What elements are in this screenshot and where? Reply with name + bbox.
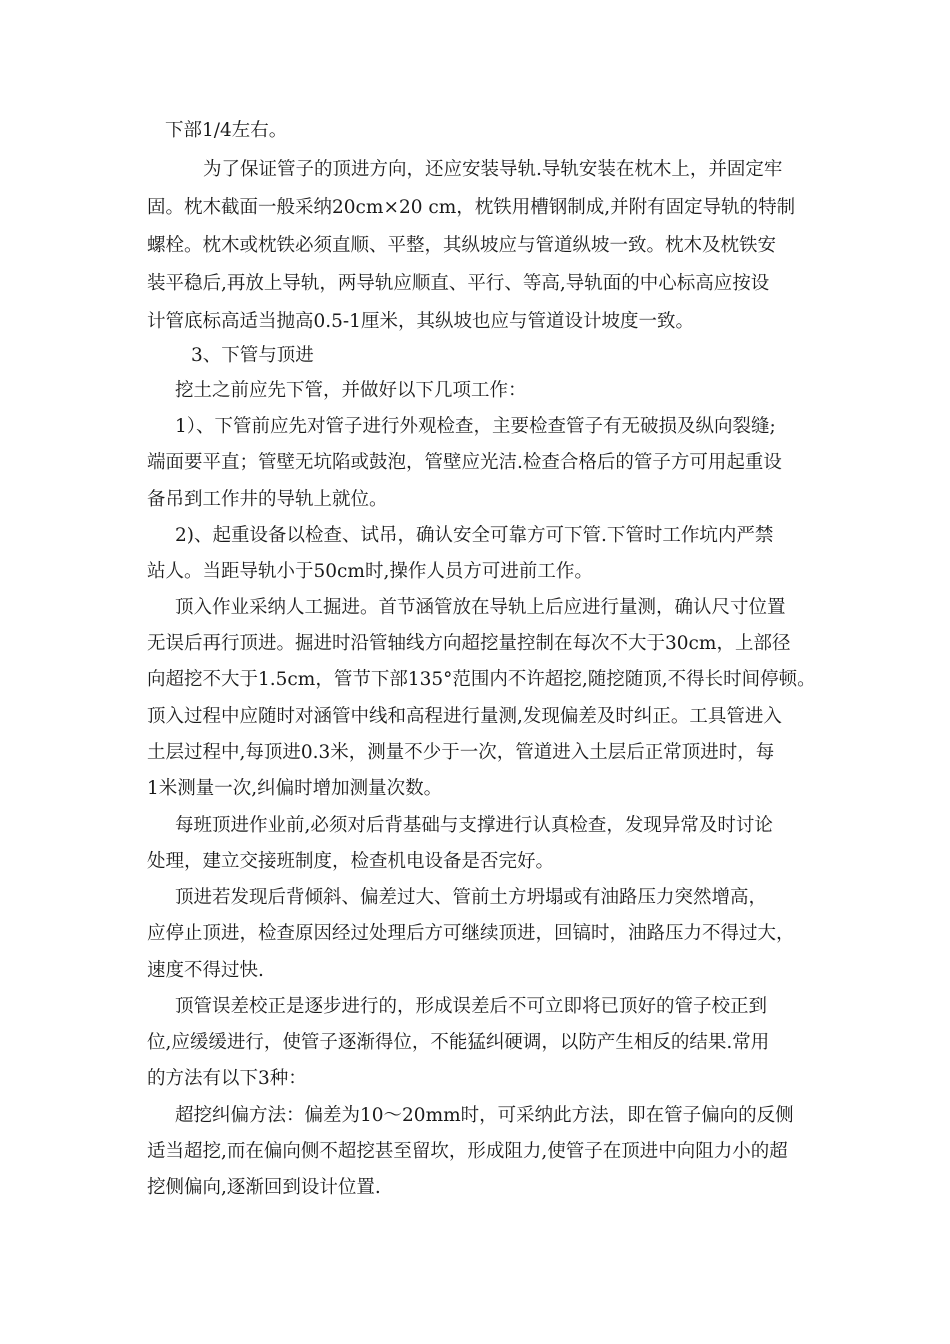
text-line: 挖土之前应先下管，并做好以下几项工作： bbox=[175, 380, 527, 401]
text-line: 顶进若发现后背倾斜、偏差过大、管前土方坍塌或有油路压力突然增高， bbox=[175, 887, 768, 908]
text-line: 计管底标高适当抛高0.5-1厘米，其纵坡也应与管道设计坡度一致。 bbox=[147, 311, 694, 332]
text-line: 挖侧偏向,逐渐回到设计位置. bbox=[147, 1177, 381, 1198]
text-line: 适当超挖,而在偏向侧不超挖甚至留坎，形成阻力,使管子在顶进中向阻力小的超 bbox=[147, 1141, 788, 1162]
text-line: 1米测量一次,纠偏时增加测量次数。 bbox=[147, 778, 443, 799]
text-line: 装平稳后,再放上导轨，两导轨应顺直、平行、等高,导轨面的中心标高应按设 bbox=[147, 273, 770, 294]
text-line: 应停止顶进，检查原因经过处理后方可继续顶进，回镐时，油路压力不得过大， bbox=[147, 923, 795, 944]
text-line: 螺栓。枕木或枕铁必须直顺、平整，其纵坡应与管道纵坡一致。枕木及枕铁安 bbox=[147, 235, 777, 256]
text-line: 顶入作业采纳人工掘进。首节涵管放在导轨上后应进行量测，确认尺寸位置 bbox=[175, 597, 786, 618]
text-line: 每班顶进作业前,必须对后背基础与支撑进行认真检查，发现异常及时讨论 bbox=[175, 815, 773, 836]
text-line: 备吊到工作井的导轨上就位。 bbox=[147, 489, 388, 510]
text-line: 为了保证管子的顶进方向，还应安装导轨.导轨安装在枕木上，并固定牢 bbox=[203, 159, 783, 180]
text-line: 位,应缓缓进行，使管子逐渐得位，不能猛纠硬调，以防产生相反的结果.常用 bbox=[147, 1032, 770, 1053]
text-line: 端面要平直；管壁无坑陷或鼓泡，管壁应光洁.检查合格后的管子方可用起重设 bbox=[147, 452, 782, 473]
text-line: 下部1/4左右。 bbox=[165, 120, 288, 141]
text-line: 向超挖不大于1.5cm，管节下部135°范围内不许超挖,随挖随顶,不得长时间停顿。 bbox=[147, 669, 816, 690]
text-line: 1）、下管前应先对管子进行外观检查，主要检查管子有无破损及纵向裂缝; bbox=[175, 416, 776, 437]
text-line: 土层过程中,每顶进0.3米，测量不少于一次，管道进入土层后正常顶进时，每 bbox=[147, 742, 775, 763]
text-line: 速度不得过快. bbox=[147, 960, 264, 981]
text-line: 处理，建立交接班制度，检查机电设备是否完好。 bbox=[147, 851, 555, 872]
section-heading: 3、下管与顶进 bbox=[191, 345, 314, 366]
text-line: 超挖纠偏方法：偏差为10～20mm时，可采纳此方法，即在管子偏向的反侧 bbox=[175, 1105, 794, 1126]
text-line: 无误后再行顶进。掘进时沿管轴线方向超挖量控制在每次不大于30cm，上部径 bbox=[147, 633, 791, 654]
text-line: 2)、起重设备以检查、试吊，确认安全可靠方可下管.下管时工作坑内严禁 bbox=[175, 525, 774, 546]
text-line: 顶管误差校正是逐步进行的，形成误差后不可立即将已顶好的管子校正到 bbox=[175, 996, 768, 1017]
text-line: 固。枕木截面一般采纳20cm×20 cm，枕铁用槽钢制成,并附有固定导轨的特制 bbox=[147, 197, 796, 218]
text-line: 顶入过程中应随时对涵管中线和高程进行量测,发现偏差及时纠正。工具管进入 bbox=[147, 706, 782, 727]
text-line: 站人。当距导轨小于50cm时,操作人员方可进前工作。 bbox=[147, 561, 593, 582]
text-line: 的方法有以下3种： bbox=[147, 1068, 307, 1089]
